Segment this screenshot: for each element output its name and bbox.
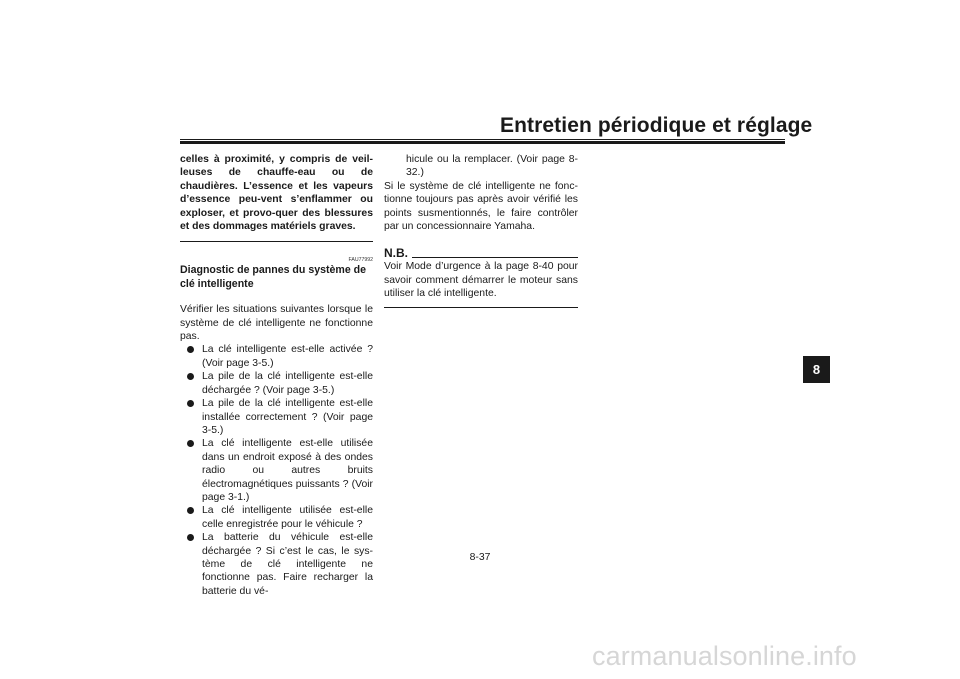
bullet-icon	[187, 440, 194, 447]
note-rule	[412, 257, 578, 258]
chapter-tab: 8	[803, 356, 830, 383]
followup-text: Si le système de clé intelligente ne fonc-tionne toujours pas après avoir vérifié les points susmentionnés, le faire contrôler par un concessionnaire Yamaha.	[384, 180, 578, 233]
list-item: La pile de la clé intelligente est-elle installée correctement ? (Voir page 3-5.)	[180, 397, 373, 437]
bullet-icon	[187, 346, 194, 353]
bullet-icon	[187, 373, 194, 380]
note-text: Voir Mode d’urgence à la page 8-40 pour savoir comment démarrer le moteur sans utiliser la clé intelligente.	[384, 261, 578, 300]
section-heading: Diagnostic de pannes du système de clé intelligente	[180, 264, 367, 290]
bullet-icon	[187, 534, 194, 541]
checklist	[180, 343, 373, 598]
right-column	[384, 153, 578, 308]
list-item: La clé intelligente utilisée est-elle celle enregistrée pour le véhicule ?	[180, 504, 373, 531]
left-column	[180, 153, 373, 598]
list-item: La pile de la clé intelligente est-elle déchargée ? (Voir page 3-5.)	[180, 370, 373, 397]
page-number: 8-37	[469, 552, 491, 563]
header-rule-thin	[180, 139, 785, 140]
list-item: La clé intelligente est-elle activée ? (Voir page 3-5.)	[180, 343, 373, 370]
header-rule-thick	[180, 141, 785, 144]
section-code: FAU77992	[348, 257, 373, 264]
warning-end-rule	[180, 241, 373, 242]
note-header	[384, 246, 578, 260]
watermark: carmanualsonline.info	[592, 641, 857, 671]
page-header-title: Entretien périodique et réglage	[500, 114, 813, 137]
bullet-continuation: hicule ou la remplacer. (Voir page 8-32.)	[406, 154, 578, 179]
bullet-icon	[187, 507, 194, 514]
note-label: N.B.	[384, 246, 408, 261]
warning-text: celles à proximité, y compris de veil-leuses de chauffe-eau ou de chaudières. L’essence et les vapeurs d’essence peu-vent s’enflammer ou exploser, et provo-quer des blessures et des dommages matériels graves.	[180, 154, 373, 233]
section-intro: Vérifier les situations suivantes lorsque le système de clé intelligente ne fonctionne pas.	[180, 304, 373, 343]
note-end-rule	[384, 307, 578, 308]
list-item: La batterie du véhicule est-elle déchargée ? Si c’est le cas, le sys-tème de clé intelligente ne fonctionne pas. Faire recharger la batterie du vé-	[180, 531, 373, 598]
list-item: La clé intelligente est-elle utilisée dans un endroit exposé à des ondes radio ou autres bruits électromagnétiques puissants ? (Voir page 3-1.)	[180, 437, 373, 504]
bullet-icon	[187, 400, 194, 407]
